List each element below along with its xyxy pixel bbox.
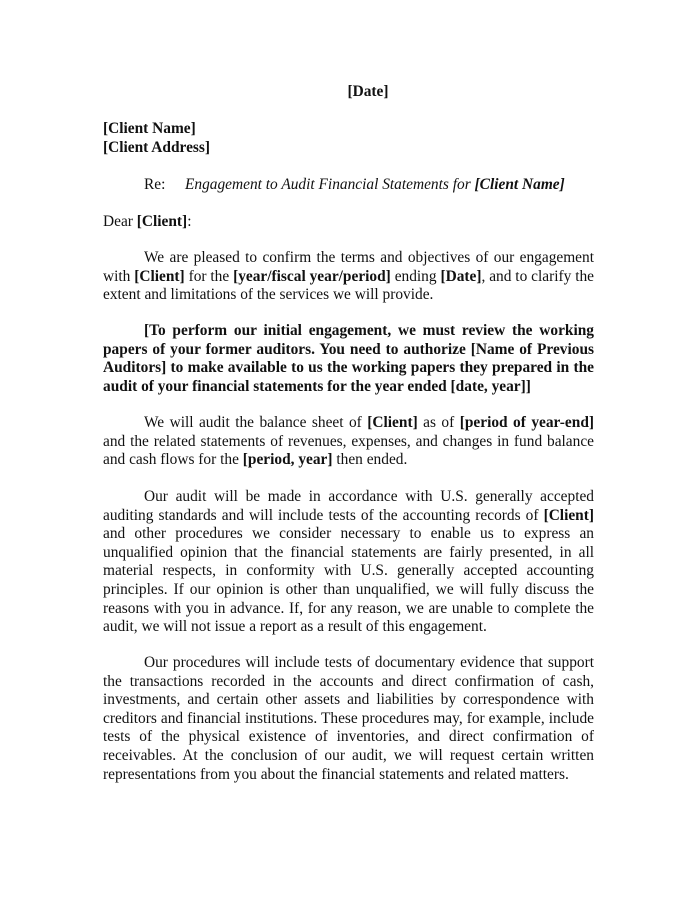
text-run: ending xyxy=(390,267,441,285)
salutation-client: [Client] xyxy=(136,213,188,230)
text-run: We are pleased to confirm the terms and objectives of our engagement with xyxy=(103,249,594,285)
placeholder-year-end: [period of year-end] xyxy=(459,414,595,431)
paragraph-audit-standards xyxy=(103,488,594,637)
paragraph-procedures: Our procedures will include tests of documentary evidence that support the transactions recorded in the accounts and direct confirmation of cash, investments, and certain other assets and liabilities by correspondence with creditors and financial institutions. These procedures may, for example, include tests of the physical existence of inventories, and direct confirmation of receivables. At the conclusion of our audit, we will request certain written representations from you about the financial statements and related matters. xyxy=(103,654,594,783)
letter-date: [Date] xyxy=(347,83,389,100)
placeholder-period: [year/fiscal year/period] xyxy=(233,267,391,285)
subject-text xyxy=(185,176,565,193)
text-run: Our audit will be made in accordance with U.S. generally accepted auditing standards and will include tests of the accounting records of xyxy=(103,488,594,524)
recipient-address-block xyxy=(103,120,210,157)
text-run: and other procedures we consider necessary to enable us to express an unqualified opinion that the financial statements are fairly presented, in all material respects, in conformity with U.S. generally accepted accounting principles. If our opinion is other than unqualified, we will fully discuss the reasons with you in advance. If, for any reason, we are unable to complete the audit, we will not issue a report as a result of this engagement. xyxy=(103,525,594,636)
paragraph-engagement-terms xyxy=(103,249,594,305)
salutation-suffix: : xyxy=(187,213,192,230)
subject-line xyxy=(144,176,565,195)
text-run: We will audit the balance sheet of xyxy=(144,414,368,431)
placeholder-client: [Client] xyxy=(134,267,185,285)
placeholder-client: [Client] xyxy=(367,414,418,431)
text-run: for the xyxy=(184,267,234,285)
text-run: as of xyxy=(417,414,460,431)
client-name: [Client Name] xyxy=(103,120,196,137)
paragraph-initial-engagement: [To perform our initial engagement, we must review the working papers of your former auditors. You need to authorize [Name of Previous Auditors] to make available to us the working papers they prepared in the audit of your financial statements for the year ended [date, year]] xyxy=(103,322,594,395)
text-run: then ended. xyxy=(332,451,408,469)
text-run: and the related statements of revenues, expenses, and changes in fund balance and cash flows for the xyxy=(103,432,594,469)
subject-label: Re: xyxy=(144,176,166,193)
client-address: [Client Address] xyxy=(103,138,211,156)
placeholder-client: [Client] xyxy=(543,506,594,524)
subject-prefix: Engagement to Audit Financial Statements for xyxy=(185,176,475,193)
text-run: , and to clarify the extent and limitations of the services we will provide. xyxy=(103,267,594,304)
salutation xyxy=(103,213,191,232)
subject-client: [Client Name] xyxy=(474,176,565,193)
placeholder-date: [Date] xyxy=(440,267,482,285)
placeholder-period-year: [period, year] xyxy=(242,451,333,469)
paragraph-audit-scope xyxy=(103,414,594,470)
salutation-prefix: Dear xyxy=(103,213,137,230)
